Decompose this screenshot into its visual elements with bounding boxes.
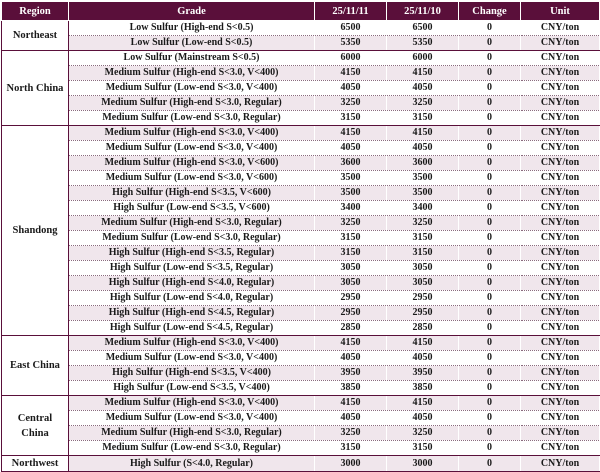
unit-cell: CNY/ton	[521, 321, 600, 336]
price-date2-cell: 3250	[387, 426, 459, 441]
change-cell: 0	[459, 171, 521, 186]
change-cell: 0	[459, 186, 521, 201]
grade-cell: High Sulfur (Low-end S<4.0, Regular)	[69, 291, 315, 306]
grade-cell: Medium Sulfur (High-end S<3.0, V<600)	[69, 156, 315, 171]
price-date1-cell: 3250	[315, 96, 387, 111]
price-date1-cell: 3500	[315, 186, 387, 201]
price-date1-cell: 4050	[315, 81, 387, 96]
change-cell: 0	[459, 396, 521, 411]
price-date2-cell: 3250	[387, 96, 459, 111]
price-date1-cell: 3250	[315, 426, 387, 441]
unit-cell: CNY/ton	[521, 36, 600, 51]
table-row	[2, 261, 600, 276]
grade-cell: High Sulfur (S<4.0, Regular)	[69, 456, 315, 472]
grade-cell: High Sulfur (Low-end S<3.5, V<400)	[69, 381, 315, 396]
grade-cell: Medium Sulfur (Low-end S<3.0, V<400)	[69, 141, 315, 156]
price-date2-cell: 2950	[387, 291, 459, 306]
price-date2-cell: 3500	[387, 171, 459, 186]
price-date1-cell: 3850	[315, 381, 387, 396]
region-group	[2, 126, 600, 336]
table-row	[2, 126, 600, 141]
unit-cell: CNY/ton	[521, 441, 600, 456]
unit-cell: CNY/ton	[521, 171, 600, 186]
unit-cell: CNY/ton	[521, 81, 600, 96]
region-cell: Northeast	[2, 21, 69, 51]
grade-cell: Medium Sulfur (Low-end S<3.0, V<400)	[69, 411, 315, 426]
region-group	[2, 21, 600, 51]
unit-cell: CNY/ton	[521, 426, 600, 441]
price-date2-cell: 3150	[387, 441, 459, 456]
region-cell: East China	[2, 336, 69, 396]
unit-cell: CNY/ton	[521, 246, 600, 261]
table-row	[2, 381, 600, 396]
region-group	[2, 456, 600, 472]
change-cell: 0	[459, 141, 521, 156]
table-row	[2, 336, 600, 351]
price-date1-cell: 4050	[315, 141, 387, 156]
table-row	[2, 111, 600, 126]
price-date1-cell: 3150	[315, 231, 387, 246]
price-date1-cell: 3150	[315, 246, 387, 261]
price-date2-cell: 2850	[387, 321, 459, 336]
change-cell: 0	[459, 231, 521, 246]
price-date1-cell: 4150	[315, 126, 387, 141]
grade-cell: Medium Sulfur (High-end S<3.0, V<400)	[69, 336, 315, 351]
table-row	[2, 81, 600, 96]
change-cell: 0	[459, 21, 521, 36]
unit-cell: CNY/ton	[521, 306, 600, 321]
table-row	[2, 456, 600, 472]
change-cell: 0	[459, 156, 521, 171]
change-cell: 0	[459, 81, 521, 96]
price-date2-cell: 3000	[387, 456, 459, 472]
change-cell: 0	[459, 306, 521, 321]
change-cell: 0	[459, 456, 521, 472]
table-row	[2, 426, 600, 441]
grade-cell: Medium Sulfur (Low-end S<3.0, V<400)	[69, 81, 315, 96]
price-date1-cell: 4050	[315, 411, 387, 426]
price-date2-cell: 4150	[387, 336, 459, 351]
unit-cell: CNY/ton	[521, 51, 600, 66]
price-date2-cell: 4050	[387, 81, 459, 96]
grade-cell: Medium Sulfur (Low-end S<3.0, V<600)	[69, 171, 315, 186]
grade-cell: Low Sulfur (Low-end S<0.5)	[69, 36, 315, 51]
price-date1-cell: 4050	[315, 351, 387, 366]
table-row	[2, 171, 600, 186]
unit-cell: CNY/ton	[521, 291, 600, 306]
region-cell: Central China	[2, 396, 69, 456]
grade-cell: Medium Sulfur (High-end S<3.0, V<400)	[69, 66, 315, 81]
price-date2-cell: 3950	[387, 366, 459, 381]
table-row	[2, 66, 600, 81]
price-date2-cell: 4150	[387, 126, 459, 141]
change-cell: 0	[459, 216, 521, 231]
grade-cell: High Sulfur (High-end S<3.5, V<600)	[69, 186, 315, 201]
unit-header: Unit	[521, 2, 600, 21]
grade-cell: High Sulfur (High-end S<4.5, Regular)	[69, 306, 315, 321]
price-date1-cell: 3950	[315, 366, 387, 381]
header-row	[2, 2, 600, 21]
change-cell: 0	[459, 366, 521, 381]
price-date2-cell: 3050	[387, 276, 459, 291]
price-date1-cell: 4150	[315, 66, 387, 81]
price-date1-cell: 2950	[315, 291, 387, 306]
table-row	[2, 441, 600, 456]
unit-cell: CNY/ton	[521, 261, 600, 276]
grade-cell: High Sulfur (High-end S<4.0, Regular)	[69, 276, 315, 291]
price-date1-cell: 3000	[315, 456, 387, 472]
grade-cell: Low Sulfur (High-end S<0.5)	[69, 21, 315, 36]
change-cell: 0	[459, 276, 521, 291]
price-date2-cell: 6000	[387, 51, 459, 66]
unit-cell: CNY/ton	[521, 126, 600, 141]
price-date1-cell: 3050	[315, 276, 387, 291]
unit-cell: CNY/ton	[521, 381, 600, 396]
price-date2-cell: 3850	[387, 381, 459, 396]
price-date2-cell: 3500	[387, 186, 459, 201]
unit-cell: CNY/ton	[521, 201, 600, 216]
region-group	[2, 51, 600, 126]
unit-cell: CNY/ton	[521, 366, 600, 381]
unit-cell: CNY/ton	[521, 186, 600, 201]
price-date2-cell: 3600	[387, 156, 459, 171]
table-row	[2, 411, 600, 426]
change-cell: 0	[459, 51, 521, 66]
price-date1-cell: 4150	[315, 336, 387, 351]
change-cell: 0	[459, 246, 521, 261]
price-date2-cell: 3150	[387, 231, 459, 246]
table-row	[2, 366, 600, 381]
grade-cell: Medium Sulfur (Low-end S<3.0, V<400)	[69, 351, 315, 366]
unit-cell: CNY/ton	[521, 276, 600, 291]
table-row	[2, 321, 600, 336]
change-cell: 0	[459, 441, 521, 456]
grade-cell: High Sulfur (High-end S<3.5, V<400)	[69, 366, 315, 381]
table-row	[2, 351, 600, 366]
change-cell: 0	[459, 126, 521, 141]
grade-header: Grade	[69, 2, 315, 21]
region-group	[2, 336, 600, 396]
unit-cell: CNY/ton	[521, 231, 600, 246]
grade-cell: Medium Sulfur (High-end S<3.0, Regular)	[69, 96, 315, 111]
date2-header: 25/11/10	[387, 2, 459, 21]
grade-cell: Medium Sulfur (High-end S<3.0, V<400)	[69, 396, 315, 411]
unit-cell: CNY/ton	[521, 396, 600, 411]
grade-cell: Medium Sulfur (High-end S<3.0, Regular)	[69, 426, 315, 441]
price-date1-cell: 3150	[315, 441, 387, 456]
change-cell: 0	[459, 96, 521, 111]
unit-cell: CNY/ton	[521, 111, 600, 126]
region-cell: Shandong	[2, 126, 69, 336]
price-date2-cell: 5350	[387, 36, 459, 51]
grade-cell: High Sulfur (Low-end S<3.5, V<600)	[69, 201, 315, 216]
price-date2-cell: 4150	[387, 396, 459, 411]
price-date1-cell: 4150	[315, 396, 387, 411]
region-cell: North China	[2, 51, 69, 126]
change-cell: 0	[459, 411, 521, 426]
price-date2-cell: 6500	[387, 21, 459, 36]
price-date2-cell: 2950	[387, 306, 459, 321]
price-date1-cell: 3150	[315, 111, 387, 126]
grade-cell: Medium Sulfur (High-end S<3.0, Regular)	[69, 216, 315, 231]
date1-header: 25/11/11	[315, 2, 387, 21]
change-header: Change	[459, 2, 521, 21]
unit-cell: CNY/ton	[521, 351, 600, 366]
table-row	[2, 186, 600, 201]
table-row	[2, 276, 600, 291]
price-date1-cell: 6000	[315, 51, 387, 66]
region-cell: Northwest	[2, 456, 69, 472]
change-cell: 0	[459, 36, 521, 51]
table-row	[2, 96, 600, 111]
table-row	[2, 156, 600, 171]
price-date1-cell: 3050	[315, 261, 387, 276]
change-cell: 0	[459, 111, 521, 126]
table-row	[2, 51, 600, 66]
price-date2-cell: 4050	[387, 141, 459, 156]
table-row	[2, 306, 600, 321]
price-date1-cell: 2850	[315, 321, 387, 336]
price-date1-cell: 3500	[315, 171, 387, 186]
grade-cell: Low Sulfur (Mainstream S<0.5)	[69, 51, 315, 66]
unit-cell: CNY/ton	[521, 411, 600, 426]
price-date1-cell: 3400	[315, 201, 387, 216]
price-date2-cell: 3400	[387, 201, 459, 216]
price-date2-cell: 4050	[387, 411, 459, 426]
price-date1-cell: 6500	[315, 21, 387, 36]
table-row	[2, 141, 600, 156]
price-date1-cell: 3250	[315, 216, 387, 231]
price-date2-cell: 4150	[387, 66, 459, 81]
price-date1-cell: 2950	[315, 306, 387, 321]
grade-cell: High Sulfur (High-end S<3.5, Regular)	[69, 246, 315, 261]
table-row	[2, 246, 600, 261]
grade-cell: Medium Sulfur (High-end S<3.0, V<400)	[69, 126, 315, 141]
unit-cell: CNY/ton	[521, 336, 600, 351]
price-date2-cell: 3050	[387, 261, 459, 276]
price-date1-cell: 3600	[315, 156, 387, 171]
unit-cell: CNY/ton	[521, 21, 600, 36]
table-row	[2, 291, 600, 306]
table-row	[2, 231, 600, 246]
table-row	[2, 216, 600, 231]
price-date2-cell: 4050	[387, 351, 459, 366]
change-cell: 0	[459, 351, 521, 366]
grade-cell: Medium Sulfur (Low-end S<3.0, Regular)	[69, 231, 315, 246]
change-cell: 0	[459, 321, 521, 336]
price-table	[1, 1, 600, 472]
grade-cell: High Sulfur (Low-end S<3.5, Regular)	[69, 261, 315, 276]
grade-cell: Medium Sulfur (Low-end S<3.0, Regular)	[69, 111, 315, 126]
change-cell: 0	[459, 336, 521, 351]
price-date2-cell: 3250	[387, 216, 459, 231]
price-date2-cell: 3150	[387, 246, 459, 261]
unit-cell: CNY/ton	[521, 96, 600, 111]
table-row	[2, 396, 600, 411]
change-cell: 0	[459, 381, 521, 396]
change-cell: 0	[459, 426, 521, 441]
unit-cell: CNY/ton	[521, 156, 600, 171]
unit-cell: CNY/ton	[521, 141, 600, 156]
unit-cell: CNY/ton	[521, 456, 600, 472]
table-row	[2, 36, 600, 51]
change-cell: 0	[459, 66, 521, 81]
price-date1-cell: 5350	[315, 36, 387, 51]
change-cell: 0	[459, 201, 521, 216]
change-cell: 0	[459, 291, 521, 306]
region-header: Region	[2, 2, 69, 21]
price-date2-cell: 3150	[387, 111, 459, 126]
unit-cell: CNY/ton	[521, 216, 600, 231]
grade-cell: Medium Sulfur (Low-end S<3.0, Regular)	[69, 441, 315, 456]
change-cell: 0	[459, 261, 521, 276]
table-row	[2, 201, 600, 216]
grade-cell: High Sulfur (Low-end S<4.5, Regular)	[69, 321, 315, 336]
unit-cell: CNY/ton	[521, 66, 600, 81]
table-row	[2, 21, 600, 36]
